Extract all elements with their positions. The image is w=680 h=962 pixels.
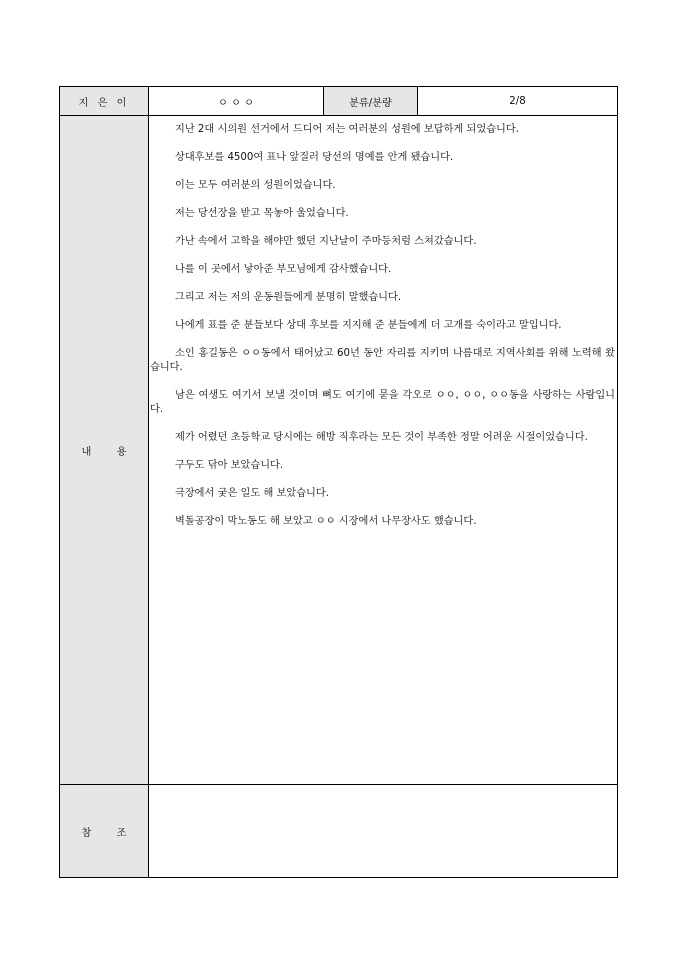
author-value: ㅇ ㅇ ㅇ: [218, 97, 254, 109]
content-paragraph: 가난 속에서 고학을 해야만 했던 지난날이 주마등처럼 스쳐갔습니다.: [175, 236, 477, 247]
content-paragraph: 나를 이 곳에서 낳아준 부모님에게 감사했습니다.: [175, 264, 392, 275]
content-label-cell: [60, 116, 149, 785]
author-label-cell: [60, 87, 149, 116]
content-paragraph: 이는 모두 여러분의 성원이었습니다.: [175, 180, 336, 191]
content-body-cell: [149, 116, 618, 785]
content-paragraph: 소인 홍길동은 ㅇㅇ동에서 태어났고 60년 동안 자리를 지키며 나름대로 지역사회를 위해 노력해 왔습니다.: [150, 348, 615, 373]
author-value-cell: [149, 87, 324, 116]
content-paragraph: 지난 2대 시의원 선거에서 드디어 저는 여러분의 성원에 보답하게 되었습니다.: [175, 124, 519, 135]
content-paragraph: 제가 어렸던 초등학교 당시에는 해방 직후라는 모든 것이 부족한 정말 어려운 시절이었습니다.: [175, 432, 588, 443]
content-paragraph: 그리고 저는 저의 운동원들에게 분명히 말했습니다.: [175, 292, 402, 303]
content-paragraph: 상대후보를 4500여 표나 앞질러 당선의 명예를 안게 됐습니다.: [175, 152, 454, 163]
header-row: [60, 87, 618, 116]
reference-label: 참 조: [81, 827, 127, 839]
reference-label-cell: [60, 785, 149, 878]
content-label: 내 용: [81, 446, 127, 458]
content-paragraph: 남은 여생도 여기서 보낼 것이며 뼈도 여기에 묻을 각오로 ㅇㅇ, ㅇㅇ, ㅇㅇ동을 사랑하는 사람입니다.: [150, 390, 615, 415]
content-paragraph: 벽돌공장이 막노동도 해 보았고 ㅇㅇ 시장에서 나무장사도 했습니다.: [175, 516, 477, 527]
category-value: 2/8: [509, 95, 526, 107]
reference-body-cell: [149, 785, 618, 878]
reference-row: [60, 785, 618, 878]
content-row: [60, 116, 618, 785]
category-label-cell: [324, 87, 418, 116]
content-paragraph: 나에게 표를 준 분들보다 상대 후보를 지지해 준 분들에게 더 고개를 숙이라고 말입니다.: [175, 320, 562, 331]
author-label: 지 은 이: [78, 97, 130, 109]
content-paragraph: 저는 당선장을 받고 목놓아 울었습니다.: [175, 208, 349, 219]
content-body: [149, 116, 617, 529]
category-label: 분류/분량: [349, 97, 392, 109]
category-value-cell: [418, 87, 618, 116]
document-form-table: [59, 86, 618, 878]
content-paragraph: 극장에서 궂은 일도 해 보았습니다.: [175, 488, 329, 499]
content-paragraph: 구두도 닦아 보았습니다.: [175, 460, 284, 471]
